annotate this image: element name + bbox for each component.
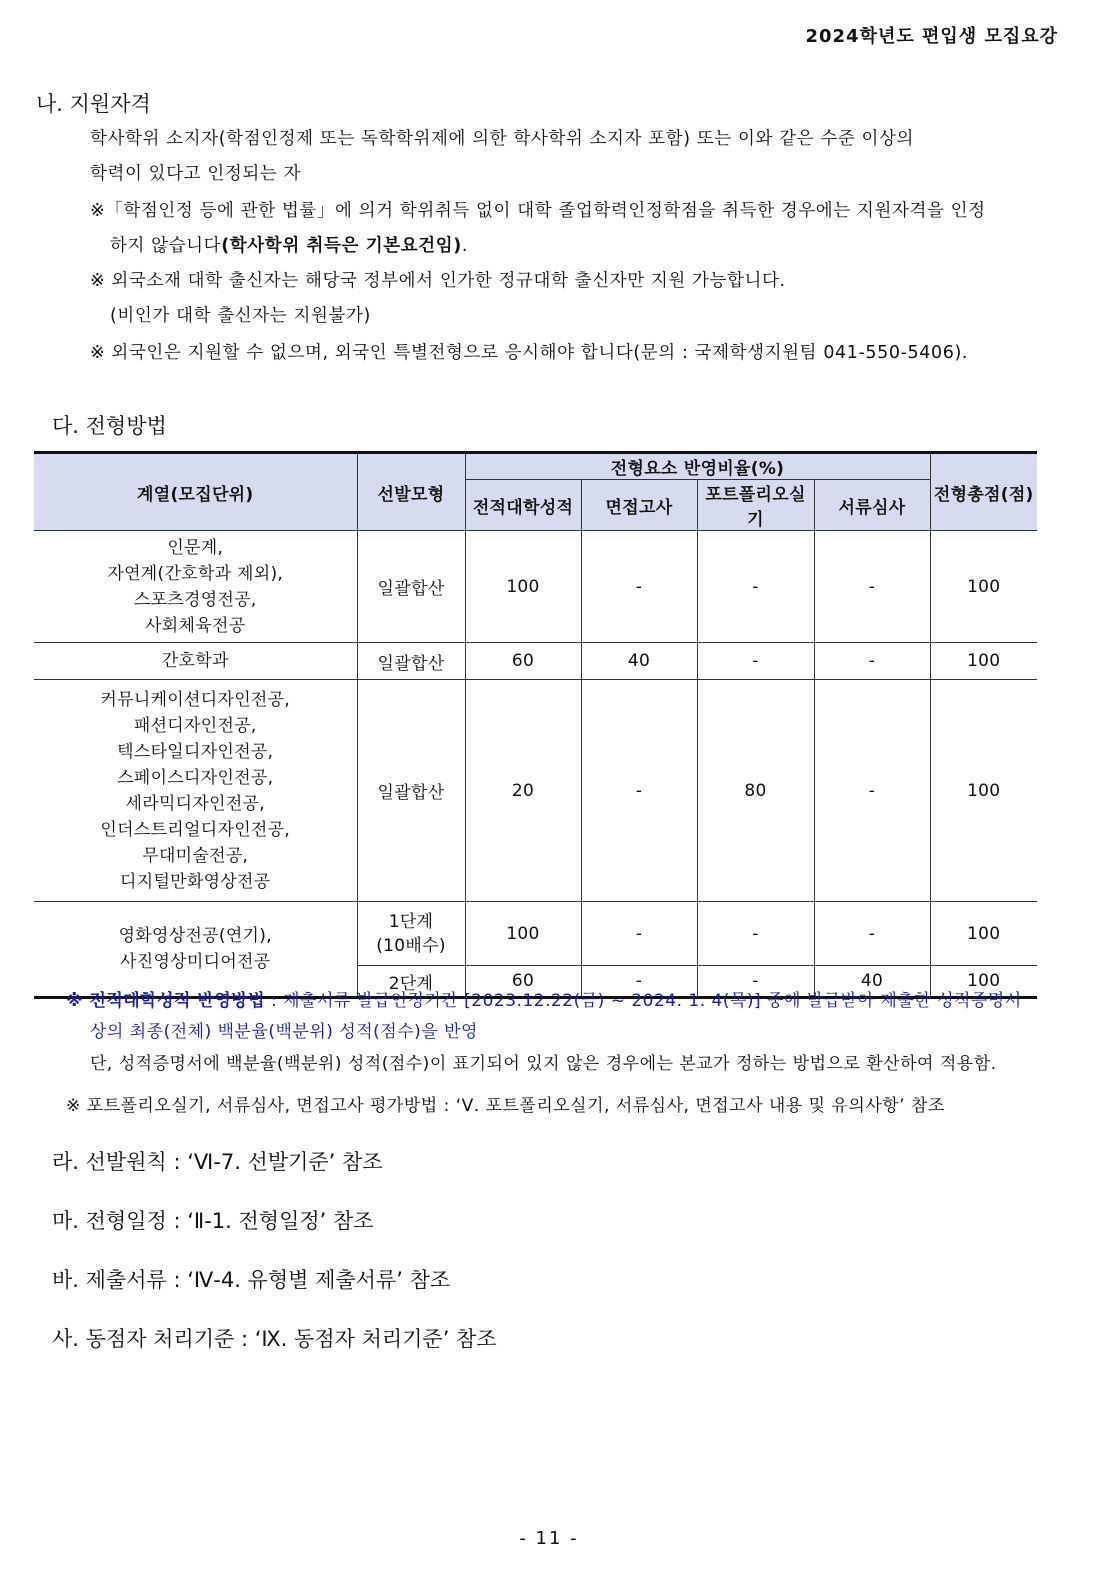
page-number: - 11 - [519, 1528, 579, 1549]
row-portfolio: - [697, 531, 814, 643]
table-row [34, 680, 1037, 902]
row-model: 일괄합산 [357, 680, 465, 902]
row-interview: - [581, 902, 697, 966]
row-category: 커뮤니케이션디자인전공, 패션디자인전공, 텍스타일디자인전공, 스페이스디자인전공, 세라믹디자인전공, 인더스트리얼디자인전공, 무대미술전공, 디지털만화영상전공 [34, 680, 357, 902]
section-sa: 사. 동점자 처리기준 : ‘Ⅸ. 동점자 처리기준’ 참조 [52, 1327, 497, 1351]
row-category: 인문계, 자연계(간호학과 제외), 스포츠경영전공, 사회체육전공 [34, 531, 357, 643]
eligibility-note3: ※ 외국인은 지원할 수 없으며, 외국인 특별전형으로 응시해야 합니다(문의 : 국제학생지원팀 041-550-5406). [90, 343, 969, 363]
transcript-method-note-line2: 상의 최종(전체) 백분율(백분위) 성적(점수)을 반영 [90, 1022, 478, 1042]
document-header-title: 2024학년도 편입생 모집요강 [805, 26, 1058, 47]
eligibility-note2-line1: ※ 외국소재 대학 출신자는 해당국 정부에서 인가한 정규대학 출신자만 지원 가능합니다. [90, 271, 786, 291]
row-category: 영화영상전공(연기), 사진영상미디어전공 [34, 902, 357, 998]
header-total: 전형총점(점) [930, 453, 1037, 531]
row-total: 100 [930, 531, 1037, 643]
row-transcript: 60 [465, 643, 581, 680]
row-documents: - [814, 643, 930, 680]
row-total: 100 [930, 643, 1037, 680]
row-total: 100 [930, 966, 1037, 998]
row-interview: 40 [581, 643, 697, 680]
header-model: 선발모형 [357, 453, 465, 531]
eligibility-note1-bold: (학사학위 취득은 기본요건임) [221, 236, 462, 256]
section-ra: 라. 선발원칙 : ‘Ⅵ-7. 선발기준’ 참조 [52, 1150, 383, 1174]
row-documents: - [814, 902, 930, 966]
row-model: 일괄합산 [357, 531, 465, 643]
row-model: 일괄합산 [357, 643, 465, 680]
eligibility-text-line1: 학사학위 소지자(학점인정제 또는 독학학위제에 의한 학사학위 소지자 포함) 또는 이와 같은 수준 이상의 [90, 129, 915, 149]
section-ba: 바. 제출서류 : ‘Ⅳ-4. 유형별 제출서류’ 참조 [52, 1268, 451, 1292]
eligibility-note2-line2: (비인가 대학 출신자는 지원불가) [110, 306, 371, 326]
transcript-conversion-note: 단, 성적증명서에 백분율(백분위) 성적(점수)이 표기되어 있지 않은 경우에는 본교가 정하는 방법으로 환산하여 적용함. [90, 1054, 997, 1074]
row-transcript: 100 [465, 902, 581, 966]
row-interview: - [581, 531, 697, 643]
eligibility-note1-line1: ※「학점인정 등에 관한 법률」에 의거 학위취득 없이 대학 졸업학력인정학점을 취득한 경우에는 지원자격을 인정 [90, 201, 986, 221]
row-model: 1단계 (10배수) [357, 902, 465, 966]
row-documents: - [814, 531, 930, 643]
row-transcript: 20 [465, 680, 581, 902]
section-da-heading: 다. 전형방법 [52, 414, 167, 438]
header-transcript: 전적대학성적 [465, 480, 581, 531]
table-row [34, 531, 1037, 643]
row-interview: - [581, 680, 697, 902]
row-portfolio: - [697, 966, 814, 998]
row-documents: - [814, 680, 930, 902]
header-interview: 면접고사 [581, 480, 697, 531]
row-portfolio: - [697, 902, 814, 966]
row-transcript: 60 [465, 966, 581, 998]
row-portfolio: 80 [697, 680, 814, 902]
transcript-method-note-line1 [66, 985, 1022, 1017]
row-interview: - [581, 966, 697, 998]
header-category: 계열(모집단위) [34, 453, 357, 531]
row-model: 2단계 [357, 966, 465, 998]
eligibility-note1-line2 [110, 229, 468, 263]
row-category: 간호학과 [34, 643, 357, 680]
row-documents: 40 [814, 966, 930, 998]
row-total: 100 [930, 902, 1037, 966]
eligibility-note1-text: 하지 않습니다 [110, 236, 222, 256]
header-portfolio: 포트폴리오실기 [697, 480, 814, 531]
table-row [34, 643, 1037, 680]
row-total: 100 [930, 680, 1037, 902]
eligibility-text-line2: 학력이 있다고 인정되는 자 [90, 164, 302, 184]
section-na-heading: 나. 지원자격 [36, 92, 151, 116]
selection-ratio-table [34, 451, 1037, 999]
header-documents: 서류심사 [814, 480, 930, 531]
header-ratio-group: 전형요소 반영비율(%) [465, 453, 930, 480]
transcript-method-label: ※ 전적대학성적 반영방법 [66, 991, 266, 1011]
eligibility-note1-end: . [461, 236, 469, 256]
section-ma: 마. 전형일정 : ‘Ⅱ-1. 전형일정’ 참조 [52, 1209, 374, 1233]
evaluation-method-note: ※ 포트폴리오실기, 서류심사, 면접고사 평가방법 : ‘Ⅴ. 포트폴리오실기, 서류심사, 면접고사 내용 및 유의사항’ 참조 [66, 1096, 945, 1116]
transcript-method-text: : 제출서류 발급인정기간 [2023.12.22(금) ~ 2024. 1. 4(목)] 중에 발급받아 제출한 성적증명서 [265, 991, 1022, 1011]
row-portfolio: - [697, 643, 814, 680]
row-transcript: 100 [465, 531, 581, 643]
table-row [34, 902, 1037, 966]
